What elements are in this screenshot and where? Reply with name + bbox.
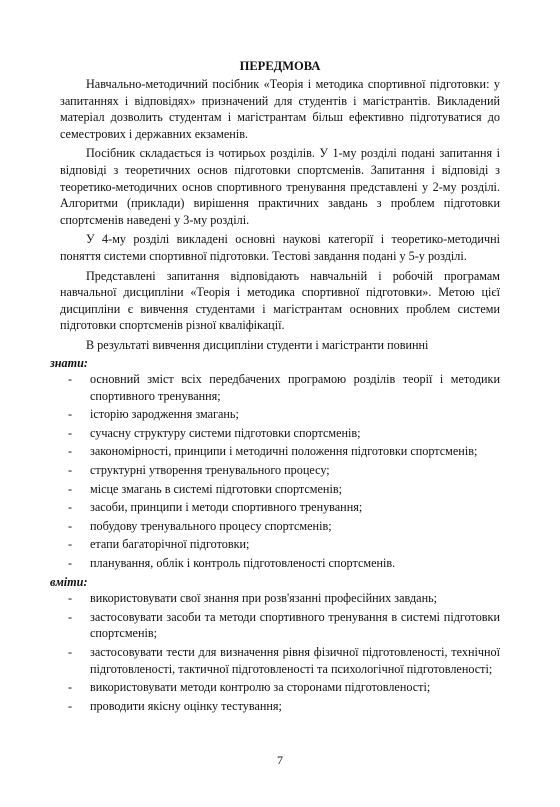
page-title: ПЕРЕДМОВА: [239, 59, 321, 73]
know-label: знати:: [50, 355, 88, 370]
list-item: - етапи багаторічної підготовки;: [60, 536, 500, 553]
able-list: [60, 590, 500, 714]
list-item: - застосовувати тести для визначення рівня фізичної підготовленості, технічної підготовленості, тактичної підготовленості та психологічної підготовленості;: [60, 644, 500, 677]
page-number: 7: [277, 753, 283, 767]
able-label: вміти:: [50, 574, 88, 589]
list-item: - застосовувати засоби та методи спортивного тренування в системі підготовки спортсменів;: [60, 609, 500, 642]
list-item: - планування, облік і контроль підготовленості спортсменів.: [60, 555, 500, 572]
paragraph: У 4-му розділі викладені основні наукові категорії і теоретико-методичні поняття системи спортивної підготовки. Тестові завдання подані у 5-у розділі.: [60, 232, 500, 263]
list-item: - структурні утворення тренувального процесу;: [60, 462, 500, 479]
paragraph: В результаті вивчення дисципліни студенти і магістранти повинні: [86, 337, 429, 352]
paragraph: Посібник складається із чотирьох розділів. У 1-му розділі подані запитання і відповіді з теоретичних основ підготовки спортсменів. Запитання і відповіді з теоретико-методичних основ спортивного тренування представлені у 2-му розділі. Алгоритми (приклади) вирішення практичних завдань з проблем підготовки спортсменів наведені у 3-му розділі.: [60, 146, 500, 227]
know-list: [60, 371, 500, 572]
paragraph: Навчально-методичний посібник «Теорія і методика спортивної підготовки: у запитаннях і відповідях» призначений для студентів і магістрантів. Викладений матеріал дозволить студентам і магістрантам більш ефективно підготуватися до семестрових і державних екзаменів.: [60, 77, 500, 141]
list-item: - історію зародження змагань;: [60, 406, 500, 423]
list-item: - використовувати методи контролю за сторонами підготовленості;: [60, 679, 500, 696]
list-item: - сучасну структуру системи підготовки спортсменів;: [60, 425, 500, 442]
list-item: - побудову тренувального процесу спортсменів;: [60, 518, 500, 535]
paragraph: Представлені запитання відповідають навчальній і робочій програмам навчальної дисципліни «Теорія і методика спортивної підготовки». Метою цієї дисципліни є вивчення студентами і магістрантам основних проблем системи підготовки спортсменів різної кваліфікації.: [60, 268, 500, 333]
list-item: - засоби, принципи і методи спортивного тренування;: [60, 499, 500, 516]
list-item: - використовувати свої знання при розв'язанні професійних завдань;: [60, 590, 500, 607]
list-item: - закономірності, принципи і методичні положення підготовки спортсменів;: [60, 443, 500, 460]
list-item: - проводити якісну оцінку тестування;: [60, 698, 500, 715]
list-item: - місце змагань в системі підготовки спортсменів;: [60, 481, 500, 498]
list-item: - основний зміст всіх передбачених програмою розділів теорії і методики спортивного тренування;: [60, 371, 500, 404]
